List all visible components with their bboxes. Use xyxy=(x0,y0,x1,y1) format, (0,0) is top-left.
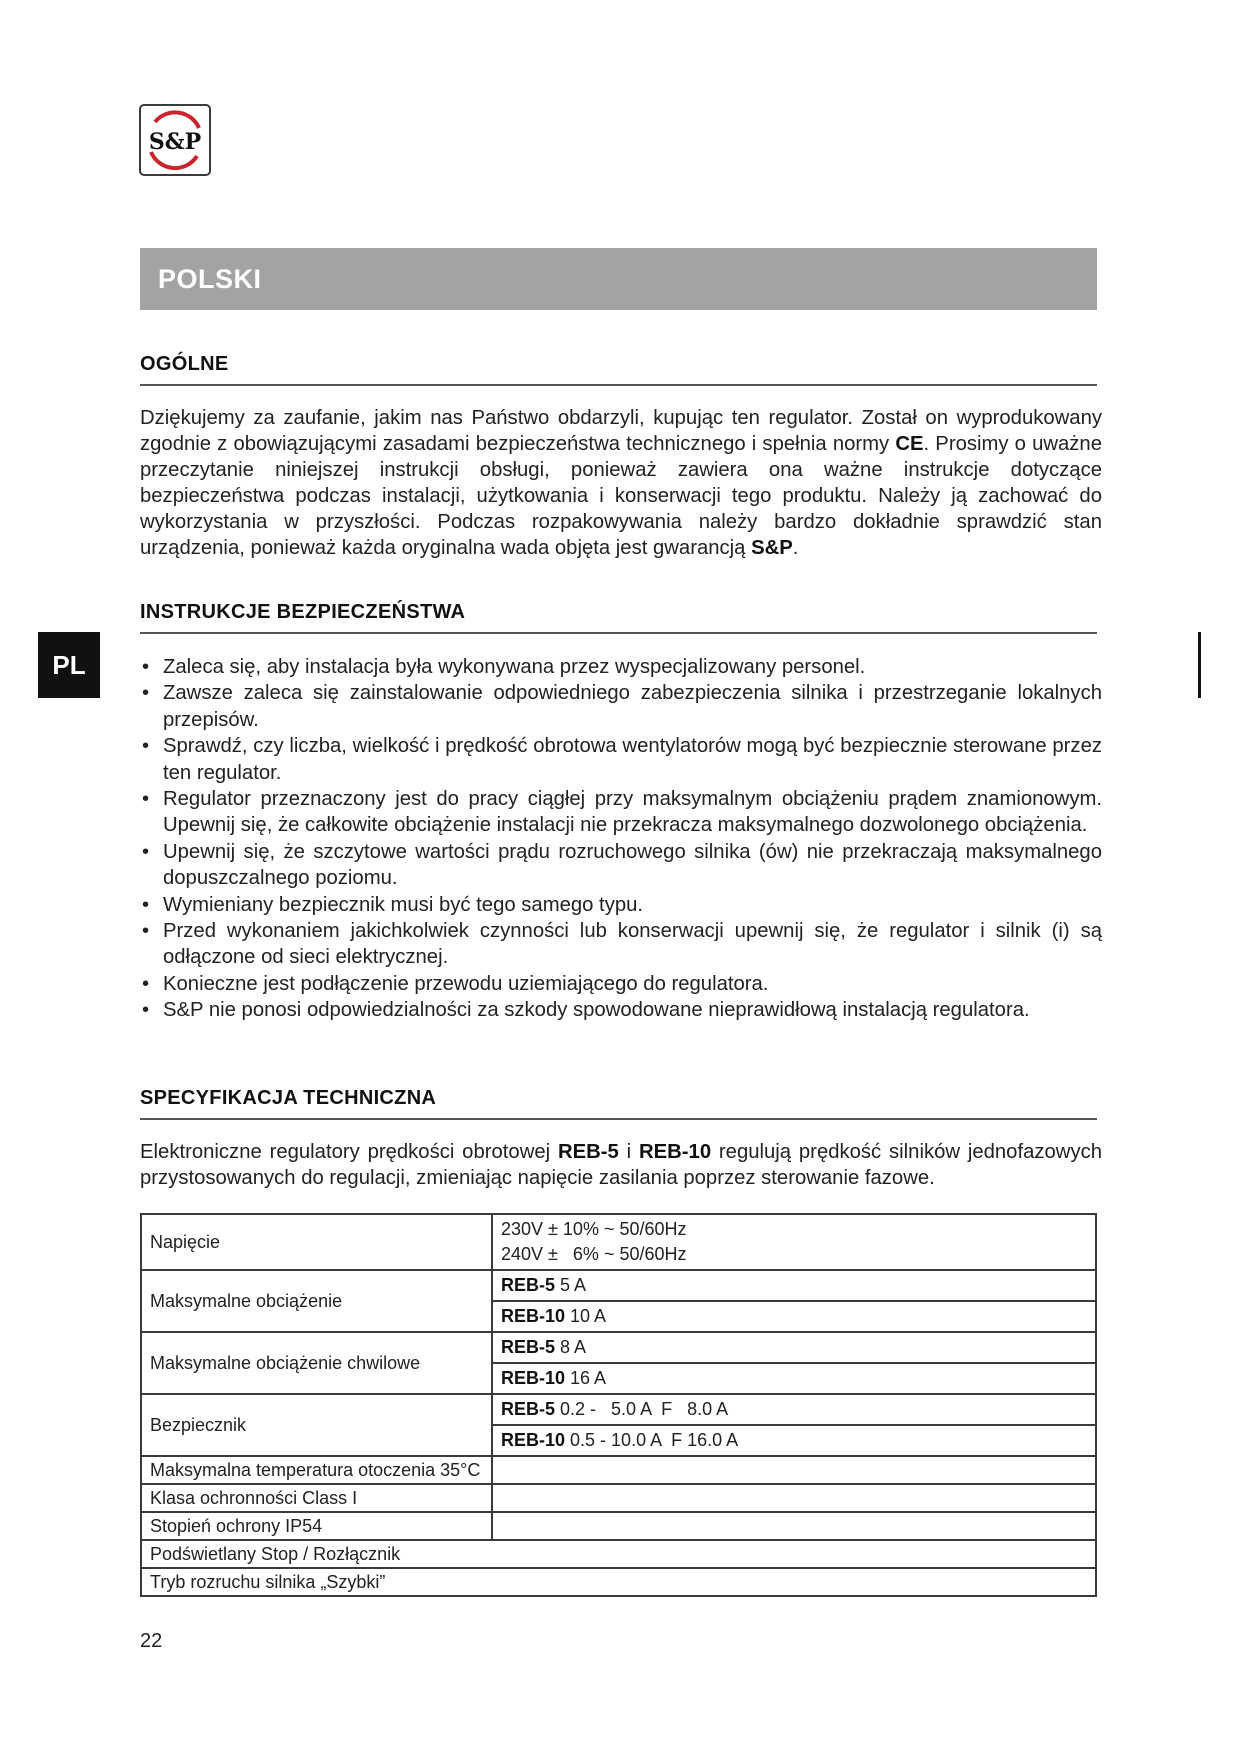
voltage-label: Napięcie xyxy=(141,1214,492,1270)
ce-mark-text: CE xyxy=(895,433,924,455)
spec-text-2: i xyxy=(618,1141,639,1163)
safety-item: • Zawsze zaleca się zainstalowanie odpowiedniego zabezpieczenia silnika i przestrzeganie lokalnych przepisów. xyxy=(140,680,1102,733)
safety-item: • Przed wykonaniem jakichkolwiek czynności lub konserwacji upewnij się, że regulator i silnik (i) są odłączone od sieci elektrycznej. xyxy=(140,918,1102,971)
table-row xyxy=(141,1568,1096,1596)
model-reb10: REB-10 xyxy=(638,1141,712,1163)
fuse-reb5 xyxy=(492,1394,1096,1425)
load-value: 10 A xyxy=(565,1306,607,1326)
model-name: REB-10 xyxy=(501,1368,566,1388)
peak-load-label: Maksymalne obciążenie chwilowe xyxy=(141,1332,492,1394)
brand-text: S&P xyxy=(751,537,793,559)
fuse-value: 0.5 - 10.0 A F 16.0 A xyxy=(565,1430,739,1450)
section-title-spec: SPECYFIKACJA TECHNICZNA xyxy=(140,1087,1097,1120)
voltage-line-2: 240V ± 6% ~ 50/60Hz xyxy=(501,1244,687,1264)
model-name: REB-10 xyxy=(501,1430,566,1450)
safety-item: • Regulator przeznaczony jest do pracy ciągłej przy maksymalnym obciążeniu prądem znamionowym. Upewnij się, że całkowite obciążenie instalacji nie przekracza maksymalnego dozwolonego obciążenia. xyxy=(140,786,1102,839)
language-banner xyxy=(140,248,1097,310)
max-temperature: Maksymalna temperatura otoczenia 35°C xyxy=(141,1456,492,1484)
voltage-value xyxy=(492,1214,1096,1270)
spec-paragraph xyxy=(140,1139,1102,1191)
logo-mark xyxy=(139,104,211,176)
load-value: 16 A xyxy=(565,1368,607,1388)
fuse-label: Bezpiecznik xyxy=(141,1394,492,1456)
table-row xyxy=(141,1214,1096,1270)
side-margin-mark xyxy=(1198,632,1201,698)
safety-item: • Konieczne jest podłączenie przewodu uziemiającego do regulatora. xyxy=(140,971,1102,997)
peak-load-reb10 xyxy=(492,1363,1096,1394)
protection-class: Klasa ochronności Class I xyxy=(141,1484,492,1512)
empty-cell xyxy=(492,1456,1096,1484)
safety-item: • Upewnij się, że szczytowe wartości prądu rozruchowego silnika (ów) nie przekraczają maksymalnego dopuszczalnego poziomu. xyxy=(140,839,1102,892)
max-load-label: Maksymalne obciążenie xyxy=(141,1270,492,1332)
model-name: REB-5 xyxy=(501,1275,556,1295)
spec-text-1: Elektroniczne regulatory prędkości obrotowej xyxy=(140,1141,558,1163)
table-row xyxy=(141,1456,1096,1484)
language-title: POLSKI xyxy=(158,264,262,294)
table-row xyxy=(141,1484,1096,1512)
company-logo xyxy=(139,104,211,176)
voltage-line-1: 230V ± 10% ~ 50/60Hz xyxy=(501,1219,687,1239)
model-reb5: REB-5 xyxy=(557,1141,619,1163)
table-row xyxy=(141,1394,1096,1425)
table-row xyxy=(141,1270,1096,1301)
model-name: REB-5 xyxy=(501,1399,556,1419)
empty-cell xyxy=(492,1484,1096,1512)
safety-item: • Sprawdź, czy liczba, wielkość i prędkość obrotowa wentylatorów mogą być bezpiecznie sterowane przez ten regulator. xyxy=(140,733,1102,786)
section-title-safety: INSTRUKCJE BEZPIECZEŃSTWA xyxy=(140,601,1097,634)
ip-rating: Stopień ochrony IP54 xyxy=(141,1512,492,1540)
general-text-1: Dziękujemy za zaufanie, jakim nas Państwo obdarzyli, kupując ten regulator. Został on wyprodukowany zgodnie z obowiązującymi zasadami bezpieczeństwa technicznego i spełnia normy xyxy=(140,407,1102,455)
safety-list xyxy=(140,654,1102,1024)
safety-item: • S&P nie ponosi odpowiedzialności za szkody spowodowane nieprawidłową instalacją regulatora. xyxy=(140,997,1102,1023)
max-load-reb10 xyxy=(492,1301,1096,1332)
section-title-general: OGÓLNE xyxy=(140,353,1097,386)
spec-text-3: regulują prędkość silników jednofazowych przystosowanych do regulacji, zmieniając napięcie zasilania poprzez sterowanie fazowe. xyxy=(140,1141,1103,1189)
fuse-reb10 xyxy=(492,1425,1096,1456)
max-load-reb5 xyxy=(492,1270,1096,1301)
load-value: 5 A xyxy=(555,1275,587,1295)
general-text-3: . xyxy=(792,537,799,559)
side-tab-label: PL xyxy=(52,650,86,680)
fuse-value: 0.2 - 5.0 A F 8.0 A xyxy=(555,1399,729,1419)
safety-item: • Wymieniany bezpiecznik musi być tego samego typu. xyxy=(140,892,1102,918)
motor-start-mode: Tryb rozruchu silnika „Szybki” xyxy=(141,1568,1096,1596)
safety-item: • Zaleca się, aby instalacja była wykonywana przez wyspecjalizowany personel. xyxy=(140,654,1102,680)
spec-table xyxy=(140,1213,1097,1597)
illuminated-switch: Podświetlany Stop / Rozłącznik xyxy=(141,1540,1096,1568)
logo-text: S&P xyxy=(148,129,202,155)
table-row xyxy=(141,1540,1096,1568)
empty-cell xyxy=(492,1512,1096,1540)
load-value: 8 A xyxy=(555,1337,587,1357)
page-number: 22 xyxy=(140,1630,163,1652)
table-row xyxy=(141,1512,1096,1540)
general-paragraph xyxy=(140,405,1102,561)
model-name: REB-10 xyxy=(501,1306,566,1326)
language-side-tab xyxy=(38,632,100,698)
table-row xyxy=(141,1332,1096,1363)
peak-load-reb5 xyxy=(492,1332,1096,1363)
model-name: REB-5 xyxy=(501,1337,556,1357)
general-text-2: . Prosimy o uważne przeczytanie niniejszej instrukcji obsługi, ponieważ zawiera ona ważne instrukcje dotyczące bezpieczeństwa podczas instalacji, użytkowania i konserwacji tego produktu. Należy ją zachować do wykorzystania w przyszłości. Podczas rozpakowywania należy bardzo dokładnie sprawdzić stan urządzenia, ponieważ każda oryginalna wada objęta jest gwarancją xyxy=(140,433,1102,559)
